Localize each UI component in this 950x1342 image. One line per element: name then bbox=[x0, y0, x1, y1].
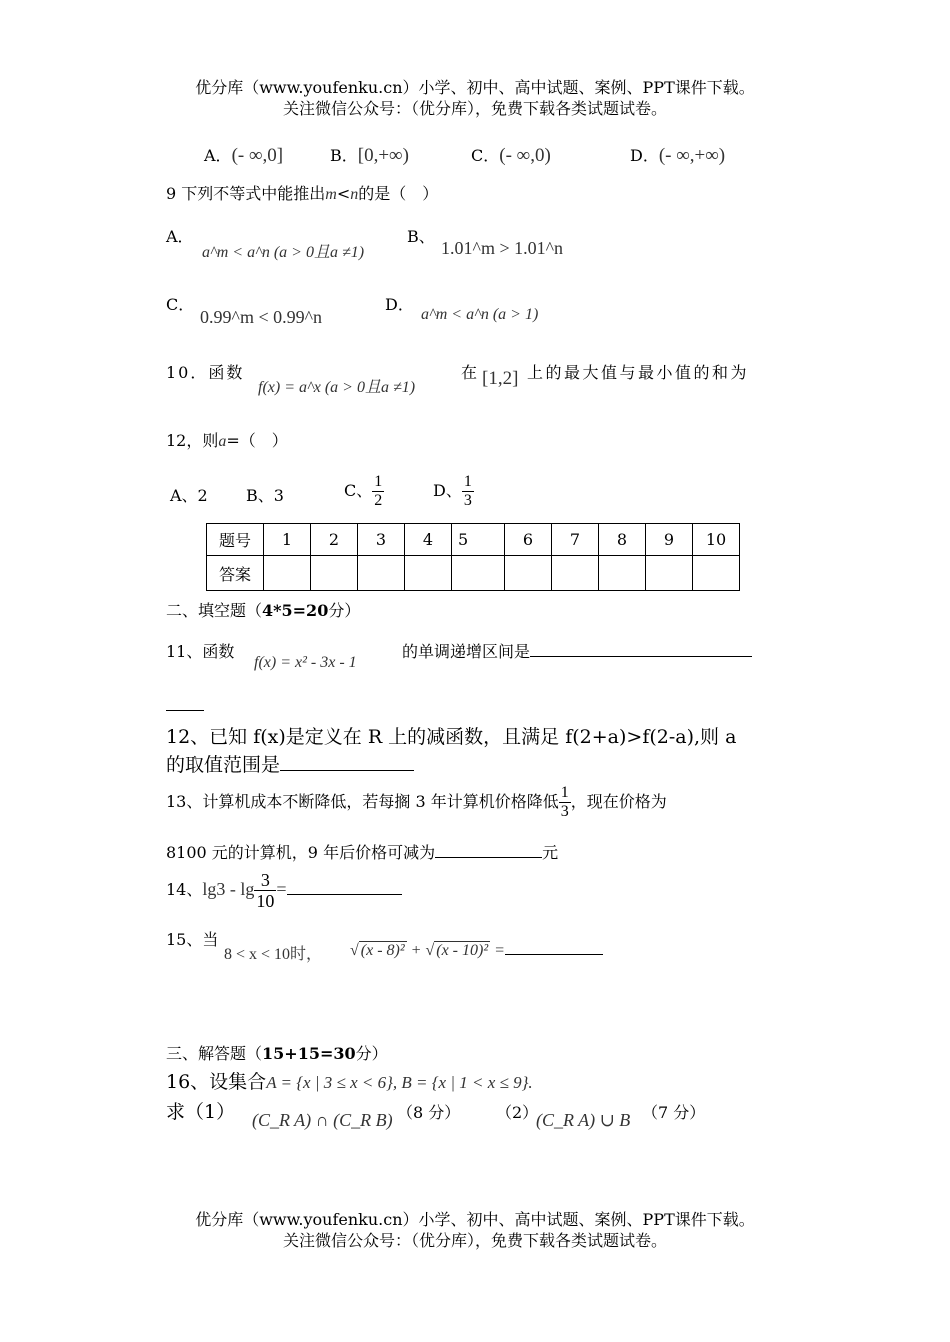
q9-option-a-label: A． bbox=[166, 227, 194, 246]
q13-line2: 8100 元的计算机，9 年后价格可减为 元 bbox=[166, 843, 559, 862]
footer-line-1: 优分库（www.youfenku.cn）小学、初中、高中试题、案例、PPT课件下载。 bbox=[195, 1210, 755, 1229]
q16-line1: 16、设集合A = {x | 3 ≤ x < 6}, B = {x | 1 < x ≤ 9}. bbox=[166, 1071, 533, 1093]
q10-line2: 12，则a=（ ） bbox=[166, 431, 288, 450]
answer-table-number: 6 bbox=[505, 524, 552, 556]
answer-cell[interactable] bbox=[646, 556, 693, 591]
q10-option-b: B、3 bbox=[246, 486, 284, 505]
q16-part1: (C_R A) ∩ (C_R B) bbox=[252, 1110, 393, 1130]
answer-table-header-row bbox=[207, 524, 740, 556]
answer-cell[interactable] bbox=[311, 556, 358, 591]
q9-option-c-math: 0.99^m < 0.99^n bbox=[200, 307, 323, 327]
q11-blank-continued[interactable] bbox=[166, 710, 204, 711]
answer-table-number: 3 bbox=[358, 524, 405, 556]
q10-mid: 在 bbox=[461, 363, 478, 382]
q11-tail: 的单调递增区间是 bbox=[402, 639, 752, 662]
q15-condition: 8 < x < 10时， bbox=[224, 946, 323, 963]
answer-table-answer-label: 答案 bbox=[207, 556, 264, 591]
answer-cell[interactable] bbox=[599, 556, 646, 591]
q10-option-d: D、 $\frac{1}{3}$ bbox=[433, 473, 472, 509]
header-line-2: 关注微信公众号：（优分库），免费下载各类试题试卷。 bbox=[282, 99, 667, 118]
answer-table-number: 8 bbox=[599, 524, 646, 556]
q9-option-b-label: B、 bbox=[407, 227, 435, 246]
q12-line2: 的取值范围是 bbox=[166, 750, 414, 777]
header-line-1: 优分库（www.youfenku.cn）小学、初中、高中试题、案例、PPT课件下载。 bbox=[195, 78, 755, 97]
q8-option-a: A．(- ∞,0] bbox=[204, 145, 284, 166]
q8-option-d: D．(- ∞,+∞) bbox=[630, 145, 726, 166]
q11-function: f(x) = x² - 3x - 1 bbox=[254, 654, 357, 671]
q11-lead: 11、函数 bbox=[166, 642, 235, 661]
q16-part2-label: （2） bbox=[496, 1103, 539, 1122]
q14-blank[interactable] bbox=[287, 894, 402, 895]
q9-option-d-math: a^m < a^n (a > 1) bbox=[421, 306, 539, 323]
q16-ask: 求（1） bbox=[166, 1101, 236, 1123]
footer-line-2: 关注微信公众号：（优分库），免费下载各类试题试卷。 bbox=[282, 1231, 667, 1250]
section3-title: 三、解答题（15+15=30分） bbox=[166, 1044, 388, 1063]
q13-blank[interactable] bbox=[435, 857, 542, 858]
q9-option-c-label: C． bbox=[166, 295, 195, 314]
answer-table bbox=[206, 523, 740, 591]
answer-cell[interactable] bbox=[405, 556, 452, 591]
q16-part2-score: （7 分） bbox=[642, 1103, 706, 1122]
answer-table-number: 7 bbox=[552, 524, 599, 556]
q15-lead: 15、当 bbox=[166, 930, 219, 949]
q10-lead: 10．函数 bbox=[166, 363, 245, 382]
q8-option-c: C．(- ∞,0) bbox=[471, 145, 551, 166]
q11-blank[interactable] bbox=[530, 656, 752, 657]
q12-blank[interactable] bbox=[280, 770, 414, 771]
q16-part1-score: （8 分） bbox=[397, 1103, 461, 1122]
q8-option-b: B．[0,+∞) bbox=[330, 145, 409, 166]
answer-cell[interactable] bbox=[452, 556, 505, 591]
q15-expression: √ (x - 8)² + √ (x - 10)² = bbox=[350, 941, 603, 960]
q9-option-d-label: D． bbox=[385, 295, 414, 314]
answer-table-number: 1 bbox=[264, 524, 311, 556]
answer-table-header-label: 题号 bbox=[207, 524, 264, 556]
answer-table-number: 5 bbox=[452, 524, 505, 556]
q9-stem: 9 下列不等式中能推出m<n的是（ ） bbox=[166, 184, 439, 203]
q10-tail: 上的最大值与最小值的和为 bbox=[527, 363, 750, 382]
answer-cell[interactable] bbox=[505, 556, 552, 591]
answer-table-number: 2 bbox=[311, 524, 358, 556]
q14: 14、lg3 - lg $\frac{3}{10}$ = bbox=[166, 870, 402, 911]
answer-table-number: 9 bbox=[646, 524, 693, 556]
q12-line1: 12、已知 f(x)是定义在 R 上的减函数，且满足 f(2+a)>f(2-a),则 a bbox=[166, 726, 737, 748]
q13-line1: 13、计算机成本不断降低，若每搁 3 年计算机价格降低 $\frac{1}{3}$ ，现在价格为 bbox=[166, 784, 667, 820]
answer-table-answer-row bbox=[207, 556, 740, 591]
answer-cell[interactable] bbox=[358, 556, 405, 591]
section2-title: 二、填空题（4*5=20分） bbox=[166, 601, 361, 620]
q15-blank[interactable] bbox=[505, 954, 603, 955]
answer-cell[interactable] bbox=[264, 556, 311, 591]
answer-table-number: 4 bbox=[405, 524, 452, 556]
q10-interval: [1,2] bbox=[482, 368, 519, 389]
q10-option-c: C、 $\frac{1}{2}$ bbox=[344, 473, 383, 509]
q16-part2: (C_R A) ∪ B bbox=[536, 1110, 631, 1130]
q10-function: f(x) = a^x (a > 0且a ≠1) bbox=[258, 379, 416, 396]
answer-cell[interactable] bbox=[693, 556, 740, 591]
answer-cell[interactable] bbox=[552, 556, 599, 591]
q10-option-a: A、2 bbox=[170, 486, 208, 505]
answer-table-number: 10 bbox=[693, 524, 740, 556]
q9-option-b-math: 1.01^m > 1.01^n bbox=[441, 238, 564, 258]
q9-option-a-math: a^m < a^n (a > 0且a ≠1) bbox=[202, 244, 365, 261]
